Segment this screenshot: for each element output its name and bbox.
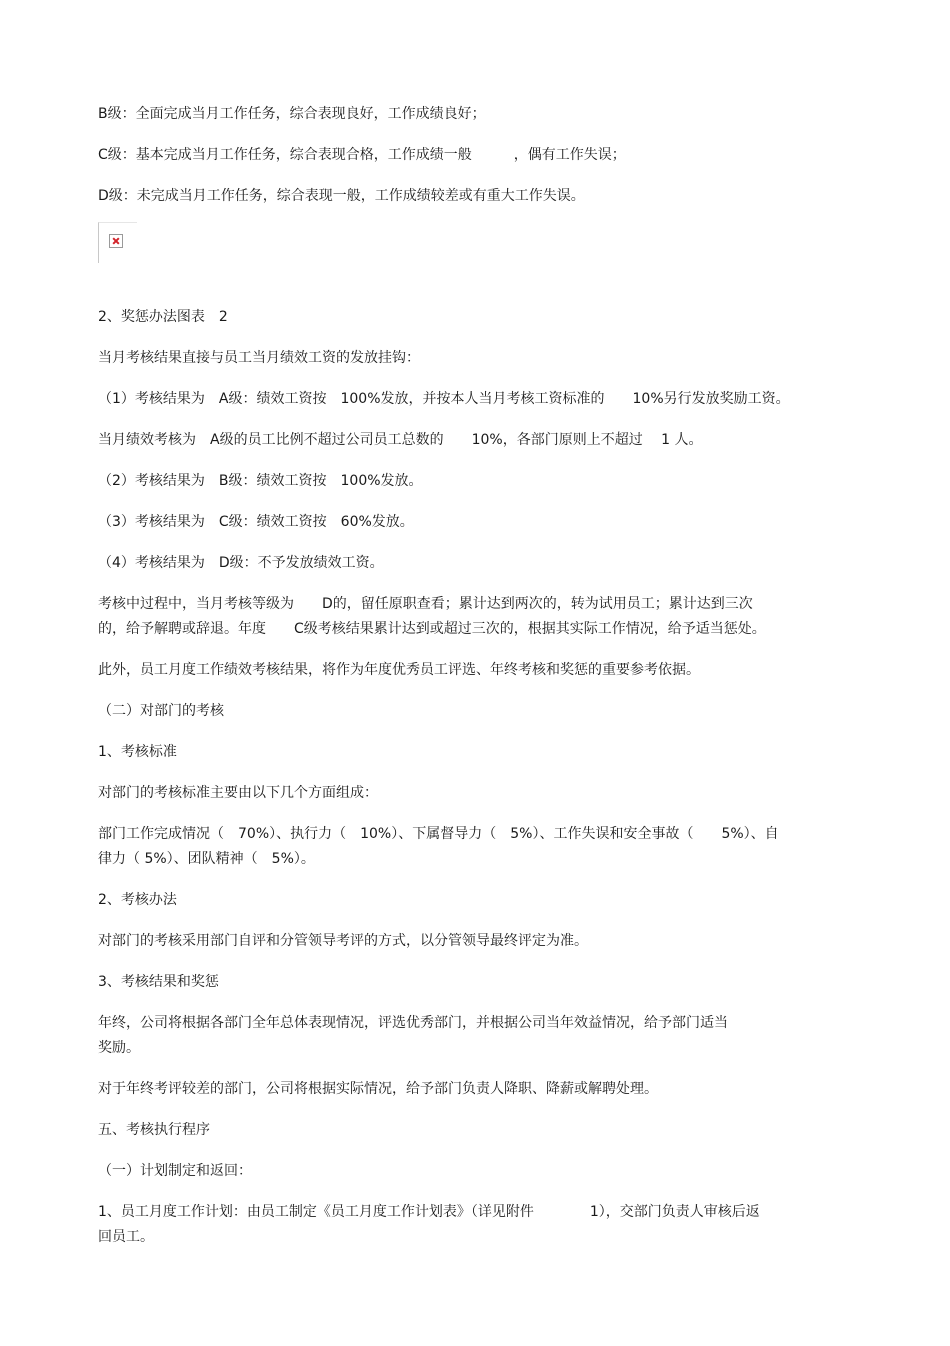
heading-reward-method: 2、奖惩办法图表 2	[98, 309, 228, 325]
broken-image-placeholder	[98, 222, 137, 263]
grade-b-text: B级：全面完成当月工作任务，综合表现良好，工作成绩良好；	[98, 106, 486, 122]
result-a-text: （1）考核结果为 A级：绩效工资按 100%发放，并按本人当月考核工资标准的 10%另行发放奖励工资。	[98, 391, 790, 407]
grade-c-text: C级：基本完成当月工作任务，综合表现合格，工作成绩一般 ，偶有工作失误；	[98, 147, 626, 163]
heading-plan: （一）计划制定和返回：	[98, 1163, 252, 1179]
reference-text: 此外，员工月度工作绩效考核结果，将作为年度优秀员工评选、年终考核和奖惩的重要参考依据。	[98, 662, 700, 678]
result-d-text: （4）考核结果为 D级：不予发放绩效工资。	[98, 555, 384, 571]
criteria-intro-text: 对部门的考核标准主要由以下几个方面组成：	[98, 785, 378, 801]
method-text: 对部门的考核采用部门自评和分管领导考评的方式，以分管领导最终评定为准。	[98, 933, 588, 949]
broken-image-icon	[109, 234, 123, 248]
heading-result: 3、考核结果和奖惩	[98, 974, 219, 990]
year-end-penalty-text: 对于年终考评较差的部门，公司将根据实际情况，给予部门负责人降职、降薪或解聘处理。	[98, 1081, 658, 1097]
criteria-list-text: 部门工作完成情况（ 70%）、执行力（ 10%）、下属督导力（ 5%）、工作失误和安全事故（ 5%）、自 律力（ 5%）、团队精神（ 5%）。	[98, 826, 779, 867]
intro-link-text: 当月考核结果直接与员工当月绩效工资的发放挂钩：	[98, 350, 420, 366]
result-b-text: （2）考核结果为 B级：绩效工资按 100%发放。	[98, 473, 423, 489]
heading-five: 五、考核执行程序	[98, 1122, 210, 1138]
heading-method: 2、考核办法	[98, 892, 177, 908]
process-d-text: 考核中过程中，当月考核等级为 D的，留任原职查看；累计达到两次的，转为试用员工；累计达到三次 的，给予解聘或辞退。年度 C级考核结果累计达到或超过三次的，根据其实际工作情况，给予适当惩处。	[98, 596, 766, 637]
grade-d-text: D级：未完成当月工作任务，综合表现一般，工作成绩较差或有重大工作失误。	[98, 188, 585, 204]
monthly-plan-text: 1、员工月度工作计划：由员工制定《员工月度工作计划表》（详见附件 1），交部门负责人审核后返 回员工。	[98, 1204, 760, 1245]
heading-criteria: 1、考核标准	[98, 744, 177, 760]
heading-dept: （二）对部门的考核	[98, 703, 224, 719]
a-ratio-text: 当月绩效考核为 A级的员工比例不超过公司员工总数的 10%，各部门原则上不超过 1 人。	[98, 432, 703, 448]
year-end-reward-text: 年终，公司将根据各部门全年总体表现情况，评选优秀部门，并根据公司当年效益情况，给予部门适当 奖励。	[98, 1015, 728, 1056]
result-c-text: （3）考核结果为 C级：绩效工资按 60%发放。	[98, 514, 414, 530]
